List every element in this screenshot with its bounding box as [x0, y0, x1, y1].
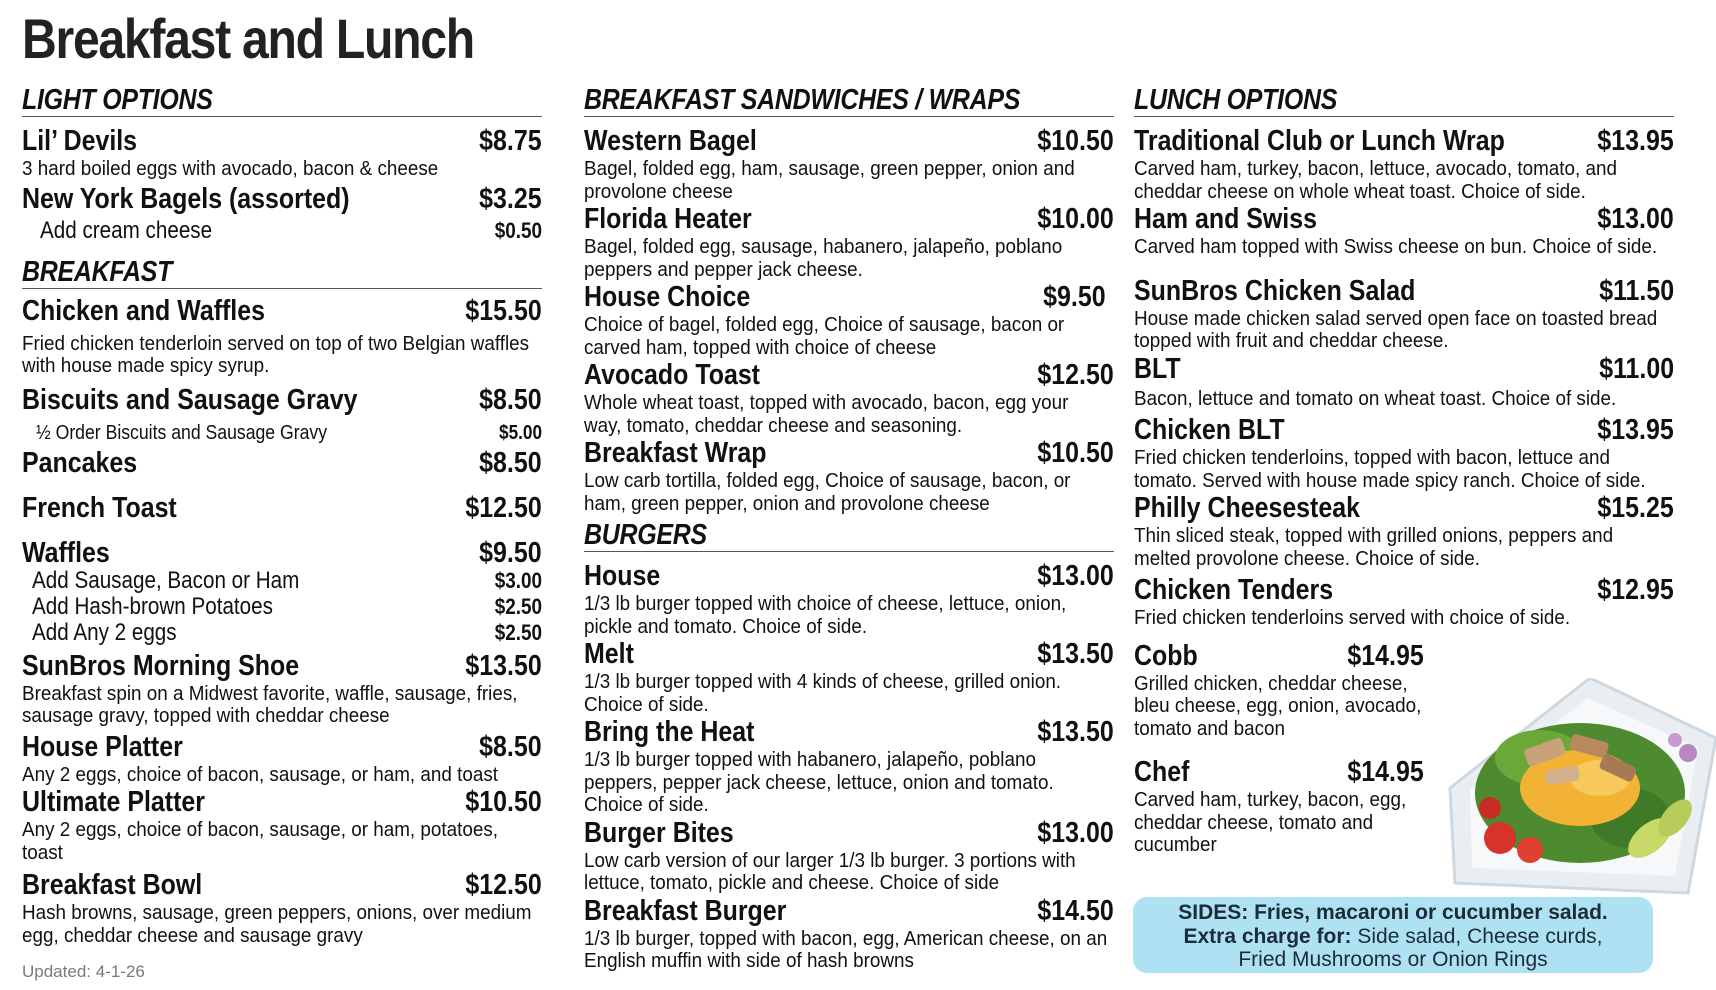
- item-price: $8.50: [479, 383, 542, 416]
- menu-item: [22, 650, 542, 728]
- item-name: BLT: [1134, 352, 1181, 385]
- menu-item: [584, 281, 1114, 359]
- item-name: SunBros Morning Shoe: [22, 649, 300, 682]
- menu-item: [1134, 640, 1424, 741]
- column-sandwiches-burgers: [584, 84, 1114, 973]
- sides-info-box: [1133, 897, 1653, 973]
- item-price: $9.50: [479, 536, 542, 569]
- menu-item: [1134, 125, 1674, 203]
- menu-item: [22, 869, 542, 947]
- menu-item: [22, 183, 542, 216]
- item-description: Breakfast spin on a Midwest favorite, waffle, sausage, fries, sausage gravy, topped with cheddar cheese: [22, 681, 518, 727]
- menu-item: [22, 492, 542, 525]
- item-price: $13.00: [1037, 560, 1114, 592]
- item-name: Ham and Swiss: [1134, 203, 1317, 235]
- item-name: Melt: [584, 638, 634, 670]
- menu-item: [22, 447, 542, 480]
- menu-item: [1134, 492, 1674, 570]
- item-price: $14.95: [1347, 639, 1424, 672]
- item-description: 1/3 lb burger topped with 4 kinds of cheese, grilled onion. Choice of side.: [584, 670, 1062, 716]
- item-name: Florida Heater: [584, 203, 752, 235]
- item-price: $10.50: [1037, 125, 1114, 157]
- sides-line: SIDES: Fries, macaroni or cucumber salad.: [1178, 901, 1608, 924]
- page-title: Breakfast and Lunch: [22, 7, 474, 70]
- item-price: $13.50: [465, 649, 542, 682]
- item-description: Carved ham topped with Swiss cheese on bun. Choice of side.: [1134, 235, 1658, 258]
- menu-item: [584, 716, 1114, 817]
- item-description: Carved ham, turkey, bacon, egg, cheddar cheese, tomato and cucumber: [1134, 788, 1407, 856]
- item-description: Low carb tortilla, folded egg, Choice of sausage, bacon, or ham, green pepper, onion and provolone cheese: [584, 469, 1071, 515]
- addon-name: Add Any 2 eggs: [32, 618, 177, 646]
- section-heading-burgers: BURGERS: [584, 519, 1114, 552]
- item-name: Waffles: [22, 536, 110, 569]
- item-description: Any 2 eggs, choice of bacon, sausage, or ham, potatoes, toast: [22, 818, 498, 864]
- item-name: Ultimate Platter: [22, 786, 205, 818]
- item-description: Bacon, lettuce and tomato on wheat toast. Choice of side.: [1134, 386, 1617, 410]
- item-price: $12.50: [465, 491, 542, 524]
- item-name: Chicken and Waffles: [22, 294, 265, 327]
- menu-item: [584, 560, 1114, 638]
- item-name: Chicken BLT: [1134, 414, 1285, 446]
- addon-price: $2.50: [494, 619, 542, 645]
- item-price: $13.50: [1037, 638, 1114, 670]
- item-description: Fried chicken tenderloin served on top of two Belgian waffles with house made spicy syrup.: [22, 331, 530, 377]
- updated-date: Updated: 4-1-26: [22, 962, 145, 981]
- item-price: $13.50: [1037, 716, 1114, 748]
- item-description: Bagel, folded egg, sausage, habanero, jalapeño, poblano peppers and pepper jack cheese.: [584, 235, 1063, 281]
- menu-item: [22, 125, 542, 181]
- item-name: SunBros Chicken Salad: [1134, 274, 1416, 307]
- menu-item: [1134, 574, 1674, 630]
- addon-name: Add cream cheese: [40, 216, 213, 244]
- addon-price: $5.00: [498, 421, 542, 444]
- item-description: Bagel, folded egg, ham, sausage, green pepper, onion and provolone cheese: [584, 157, 1075, 203]
- item-price: $10.00: [1037, 203, 1114, 235]
- item-name: French Toast: [22, 491, 177, 524]
- menu-item: [584, 125, 1114, 203]
- item-price: $9.50: [1043, 281, 1106, 313]
- item-description: 1/3 lb burger topped with choice of cheese, lettuce, onion, pickle and tomato. Choice of side.: [584, 592, 1067, 638]
- item-name: Burger Bites: [584, 816, 734, 849]
- item-description: 3 hard boiled eggs with avocado, bacon & cheese: [22, 157, 439, 180]
- item-price: $10.50: [1037, 437, 1114, 469]
- item-description: 1/3 lb burger, topped with bacon, egg, American cheese, on an English muffin with side of hash browns: [584, 926, 1108, 972]
- item-price: $11.00: [1599, 352, 1674, 385]
- menu-item: [584, 437, 1114, 515]
- item-name: House Choice: [584, 281, 751, 313]
- item-price: $13.95: [1597, 125, 1674, 157]
- item-price: $12.50: [465, 869, 542, 901]
- menu-item: [22, 384, 542, 417]
- item-price: $8.50: [479, 730, 542, 763]
- item-price: $3.25: [479, 182, 542, 215]
- extra-charge-line: Extra charge for: Side salad, Cheese curds,: [1183, 924, 1603, 948]
- item-description: Carved ham, turkey, bacon, lettuce, avocado, tomato, and cheddar cheese on whole wheat toast. Choice of side.: [1134, 157, 1617, 203]
- item-name: New York Bagels (assorted): [22, 182, 350, 215]
- item-name: Breakfast Bowl: [22, 869, 203, 901]
- menu-item: [584, 817, 1114, 895]
- salad-photo: [1430, 678, 1716, 908]
- addon-price: $0.50: [494, 217, 542, 243]
- item-name: Philly Cheesesteak: [1134, 492, 1360, 524]
- item-description: 1/3 lb burger topped with habanero, jalapeño, poblano peppers, pepper jack cheese, lettuce, onion and tomato. Choice of side.: [584, 748, 1054, 816]
- section-heading-lunch-options: LUNCH OPTIONS: [1134, 84, 1674, 117]
- item-price: $11.50: [1599, 274, 1674, 307]
- item-description: Fried chicken tenderloins served with choice of side.: [1134, 606, 1571, 629]
- section-heading-breakfast: BREAKFAST: [22, 256, 542, 289]
- item-name: Chef: [1134, 756, 1190, 788]
- item-price: $8.50: [479, 446, 542, 479]
- menu-item: [1134, 203, 1674, 259]
- item-price: $15.25: [1597, 492, 1674, 524]
- menu-addon: [22, 618, 542, 648]
- item-description: Fried chicken tenderloins, topped with bacon, lettuce and tomato. Served with house made spicy ranch. Choice of side.: [1134, 446, 1646, 492]
- item-name: House Platter: [22, 730, 183, 763]
- item-price: $12.50: [1037, 359, 1114, 391]
- item-price: $10.50: [465, 786, 542, 818]
- menu-item: [1134, 353, 1674, 411]
- item-name: Avocado Toast: [584, 359, 761, 391]
- menu-item: [1134, 275, 1674, 353]
- menu-item: [584, 638, 1114, 716]
- menu-item: [22, 731, 542, 787]
- item-name: Lil’ Devils: [22, 125, 138, 157]
- item-price: $14.95: [1347, 756, 1424, 788]
- item-description: Choice of bagel, folded egg, Choice of sausage, bacon or carved ham, topped with choice of cheese: [584, 313, 1065, 359]
- section-heading-breakfast-sandwiches: BREAKFAST SANDWICHES / WRAPS: [584, 84, 1114, 117]
- item-price: $14.50: [1037, 894, 1114, 927]
- item-name: Pancakes: [22, 446, 138, 479]
- menu-item: [584, 895, 1114, 973]
- item-description: Whole wheat toast, topped with avocado, bacon, egg your way, tomato, cheddar cheese and seasoning.: [584, 391, 1069, 437]
- section-heading-light-options: LIGHT OPTIONS: [22, 84, 542, 117]
- addon-name: Add Hash-brown Potatoes: [32, 592, 273, 620]
- item-price: $15.50: [465, 294, 542, 327]
- item-name: Cobb: [1134, 639, 1198, 672]
- menu-addon: [22, 216, 542, 246]
- item-price: $13.00: [1597, 203, 1674, 235]
- item-description: House made chicken salad served open face on toasted bread topped with fruit and cheddar cheese.: [1134, 306, 1658, 352]
- menu-item: [584, 203, 1114, 281]
- menu-item: [1134, 414, 1674, 492]
- extra-charge-line-2: Fried Mushrooms or Onion Rings: [1238, 948, 1548, 971]
- item-name: Breakfast Wrap: [584, 437, 767, 469]
- addon-name: Add Sausage, Bacon or Ham: [32, 566, 300, 594]
- item-name: Traditional Club or Lunch Wrap: [1134, 125, 1505, 157]
- addon-name: ½ Order Biscuits and Sausage Gravy: [36, 420, 328, 444]
- item-name: Biscuits and Sausage Gravy: [22, 383, 358, 416]
- menu-item: [22, 786, 542, 864]
- item-price: $13.00: [1037, 816, 1114, 849]
- menu-item: [584, 359, 1114, 437]
- item-name: Bring the Heat: [584, 716, 755, 748]
- menu-addon: [22, 419, 542, 447]
- item-description: Grilled chicken, cheddar cheese, bleu cheese, egg, onion, avocado, tomato and bacon: [1134, 671, 1422, 740]
- menu-item: [22, 295, 542, 378]
- column-light-breakfast: [22, 84, 542, 947]
- item-name: Western Bagel: [584, 125, 757, 157]
- item-description: Thin sliced steak, topped with grilled onions, peppers and melted provolone cheese. Choice of side.: [1134, 524, 1614, 570]
- menu-item: [1134, 756, 1424, 857]
- item-price: $12.95: [1597, 574, 1674, 606]
- item-description: Any 2 eggs, choice of bacon, sausage, or ham, and toast: [22, 762, 498, 786]
- item-name: Breakfast Burger: [584, 894, 787, 927]
- item-price: $8.75: [479, 125, 542, 157]
- item-description: Low carb version of our larger 1/3 lb burger. 3 portions with lettuce, tomato, pickle and cheese. Choice of side: [584, 848, 1076, 894]
- item-description: Hash browns, sausage, green peppers, onions, over medium egg, cheddar cheese and sausage gravy: [22, 901, 532, 947]
- item-name: Chicken Tenders: [1134, 574, 1334, 606]
- item-name: House: [584, 560, 661, 592]
- addon-price: $2.50: [494, 593, 542, 619]
- item-price: $13.95: [1597, 414, 1674, 446]
- addon-price: $3.00: [494, 567, 542, 593]
